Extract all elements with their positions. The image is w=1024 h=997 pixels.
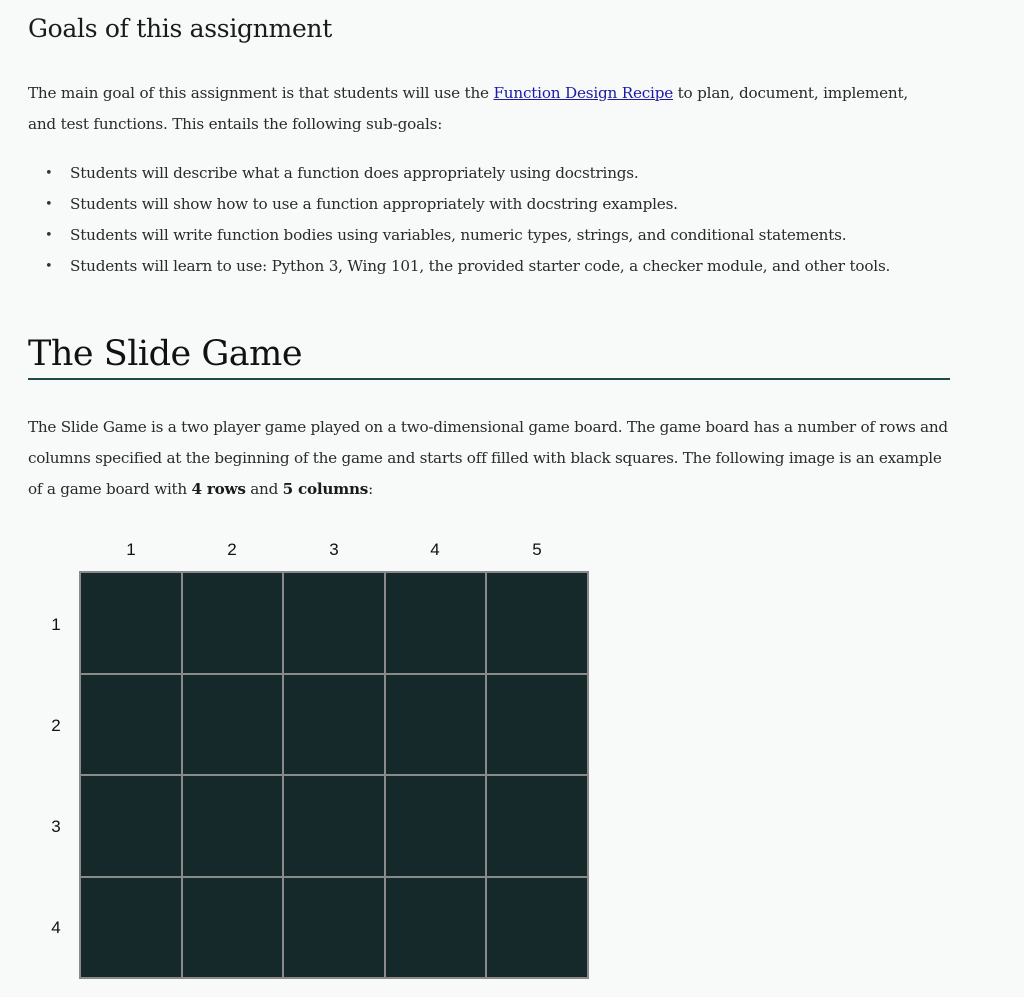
goals-heading: Goals of this assignment: [28, 14, 332, 43]
board-cell: [183, 878, 283, 978]
board-cell: [183, 675, 283, 775]
bullet-icon: •: [45, 259, 53, 274]
goals-intro: [28, 78, 938, 140]
list-item: [28, 251, 958, 282]
board-cell: [284, 675, 384, 775]
board-cell: [386, 776, 486, 876]
board-cell: [386, 675, 486, 775]
heading-underline: [28, 378, 950, 380]
row-label: 1: [51, 615, 61, 634]
board-cell: [487, 675, 587, 775]
intro-text-start: The main goal of this assignment is that students will use the: [28, 84, 494, 102]
function-design-recipe-link[interactable]: Function Design Recipe: [493, 84, 674, 102]
description-colon: :: [368, 480, 373, 498]
list-item-text: Students will write function bodies using variables, numeric types, strings, and conditional statements.: [70, 226, 847, 244]
board-cell: [386, 573, 486, 673]
board-cell: [487, 878, 587, 978]
board-cell: [487, 573, 587, 673]
column-label: 2: [227, 540, 237, 559]
slide-game-description: [28, 412, 950, 505]
game-board-grid: [79, 571, 589, 979]
board-cell: [183, 776, 283, 876]
description-and: and: [245, 480, 283, 498]
column-label: 5: [532, 540, 542, 559]
column-label: 3: [329, 540, 339, 559]
list-item: [28, 158, 958, 189]
column-label: 1: [126, 540, 136, 559]
board-cell: [284, 573, 384, 673]
row-label: 4: [51, 918, 61, 937]
board-cell: [386, 878, 486, 978]
column-label: 4: [430, 540, 440, 559]
bullet-icon: •: [45, 228, 53, 243]
list-item-text: Students will learn to use: Python 3, Wing 101, the provided starter code, a checker module, and other tools.: [70, 257, 891, 275]
list-item-text: Students will show how to use a function appropriately with docstring examples.: [70, 195, 678, 213]
list-item-text: Students will describe what a function does appropriately using docstrings.: [70, 164, 639, 182]
intro-text-end: to plan, document, implement, and test functions. This entails the following sub-goals:: [28, 84, 909, 133]
description-text: The Slide Game is a two player game played on a two-dimensional game board. The game board has a number of rows and columns specified at the beginning of the game and starts off filled with black squares. The following image is an example of a game board with: [28, 418, 948, 498]
row-label: 3: [51, 817, 61, 836]
board-cell: [81, 573, 181, 673]
sub-goals-list: [28, 158, 958, 282]
bullet-icon: •: [45, 197, 53, 212]
columns-count-text: 5 columns: [282, 480, 369, 498]
board-cell: [81, 776, 181, 876]
board-cell: [284, 776, 384, 876]
board-cell: [183, 573, 283, 673]
board-cell: [81, 878, 181, 978]
board-cell: [487, 776, 587, 876]
board-cell: [284, 878, 384, 978]
rows-count-text: 4 rows: [191, 480, 246, 498]
row-label: 2: [51, 716, 61, 735]
bullet-icon: •: [45, 166, 53, 181]
board-cell: [81, 675, 181, 775]
list-item: [28, 189, 958, 220]
slide-game-heading: The Slide Game: [28, 334, 303, 374]
list-item: [28, 220, 958, 251]
